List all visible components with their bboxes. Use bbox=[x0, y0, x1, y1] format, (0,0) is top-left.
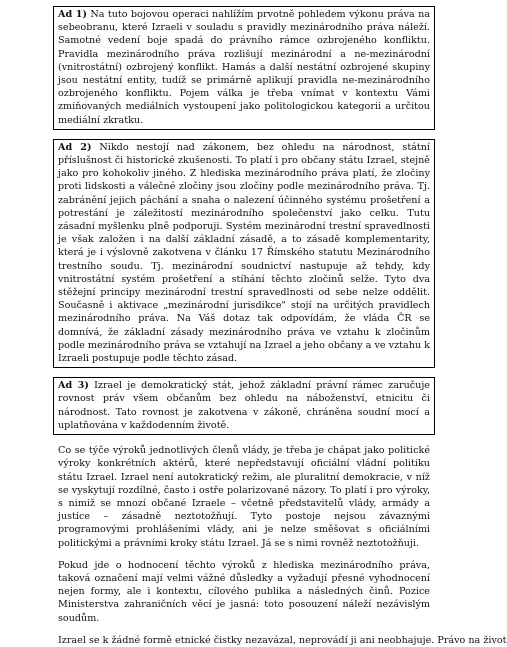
answer-2-block bbox=[53, 139, 435, 368]
answer-3-text: Izrael je demokratický stát, jehož základní právní rámec zaručuje rovnost práv všem občanům bez ohledu na náboženství, etnicitu či národnost. Tato rovnost je zakotvena v zákoně, chráněna soudní mocí a uplatňována v každodenním životě. bbox=[58, 380, 430, 431]
answer-3-label: Ad 3) bbox=[58, 380, 89, 392]
answer-1-text: Na tuto bojovou operaci nahlížím prvotně pohledem výkonu práva na sebeobranu, které Izraeli v souladu s pravidly mezinárodního práva náleží. Samotné vedení boje spadá do právního rámce ozbrojeného konfliktu. Pravidla mezinárodního práva rozlišují mezinárodní a ne-mezinárodní (vnitrostátní) ozbrojený konflikt. Hamás a další nestátní ozbrojené skupiny jsou nestátní entity, tudíž se primárně aplikují pravidla ne-mezinárodního ozbrojeného konfliktu. Pojem válka je třeba vnímat v kontextu Vámi zmiňovaných mediálních vystoupení jako politologickou kategorii a určitou mediální zkratku. bbox=[58, 9, 430, 126]
answer-1-block bbox=[53, 6, 435, 130]
paragraph-ethnic-cleansing: Izrael se k žádné formě etnické čistky nezavázal, neprovádí ji ani neobhajuje. Právo na život bbox=[58, 634, 507, 646]
answer-2-text: Nikdo nestojí nad zákonem, bez ohledu na národnost, státní příslušnost či historické zkušenosti. To platí i pro občany státu Izrael, stejně jako pro kohokoliv jiného. Z hlediska mezinárodního práva platí, že zločiny proti lidskosti a válečné zločiny jsou zločiny podle mezinárodního práva. Tj. zabránění jejich páchání a snaha o nalezení účinného systému prošetření a potrestání je záležitostí mezinárodního společenství jako celku. Tutu zásadní myšlenku plně podporuji. Systém mezinárodní trestní spravedlnosti je však založen i na další základní zásadě, a to zásadě komplementarity, která je i výslovně zakotvena v článku 17 Římského statutu Mezinárodního trestního soudu. Tj. mezinárodní soudnictví nastupuje až tehdy, kdy vnitrostátní systém prošetření a stíhání těchto zločinů selže. Tyto dva stěžejní principy mezinárodní trestní spravedlnosti od sebe nelze oddělit. Současně i aktivace „mezinárodní jurisdikce" stojí na určitých pravidlech mezinárodního práva. Na Váš dotaz tak odpovídám, že vláda ČR se domnívá, že základní zásady mezinárodního práva ve vztahu k zločinům podle mezinárodního práva se vztahují na Izrael a jeho občany a ve vztahu k Izraeli postupuje podle těchto zásad. bbox=[58, 141, 430, 365]
answer-3-block bbox=[53, 377, 435, 435]
paragraph-legal-assessment: Pokud jde o hodnocení těchto výroků z hlediska mezinárodního práva, taková označení mají velmi vážné důsledky a vyžadují přesné vyhodnocení nejen formy, ale i kontextu, cílového publika a následných činů. Pozice Ministerstva zahraničních věcí je jasná: toto posouzení náleží nezávislým soudům. bbox=[58, 559, 430, 624]
paragraph-ministers-statements: Co se týče výroků jednotlivých členů vlády, je třeba je chápat jako politické výroky konkrétních aktérů, které nepředstavují oficiální vládní politiku státu Izrael. Izrael není autokratický režim, ale pluralitní demokracie, v níž se vyskytují rozdílné, často i ostře polarizované názory. To platí i pro výroky, s nimiž se mnozí občané Izraele – včetně představitelů vlády, armády a justice – zásadně neztotožňují. Tyto postoje nejsou závaznými programovými prohlášeními vlády, ani je nelze směšovat s oficiálními politickými a právními kroky státu Izrael. Já se s nimi rovněž neztotožňuji. bbox=[58, 445, 430, 549]
answer-2-label: Ad 2) bbox=[58, 141, 92, 153]
answer-1-label: Ad 1) bbox=[58, 9, 88, 20]
